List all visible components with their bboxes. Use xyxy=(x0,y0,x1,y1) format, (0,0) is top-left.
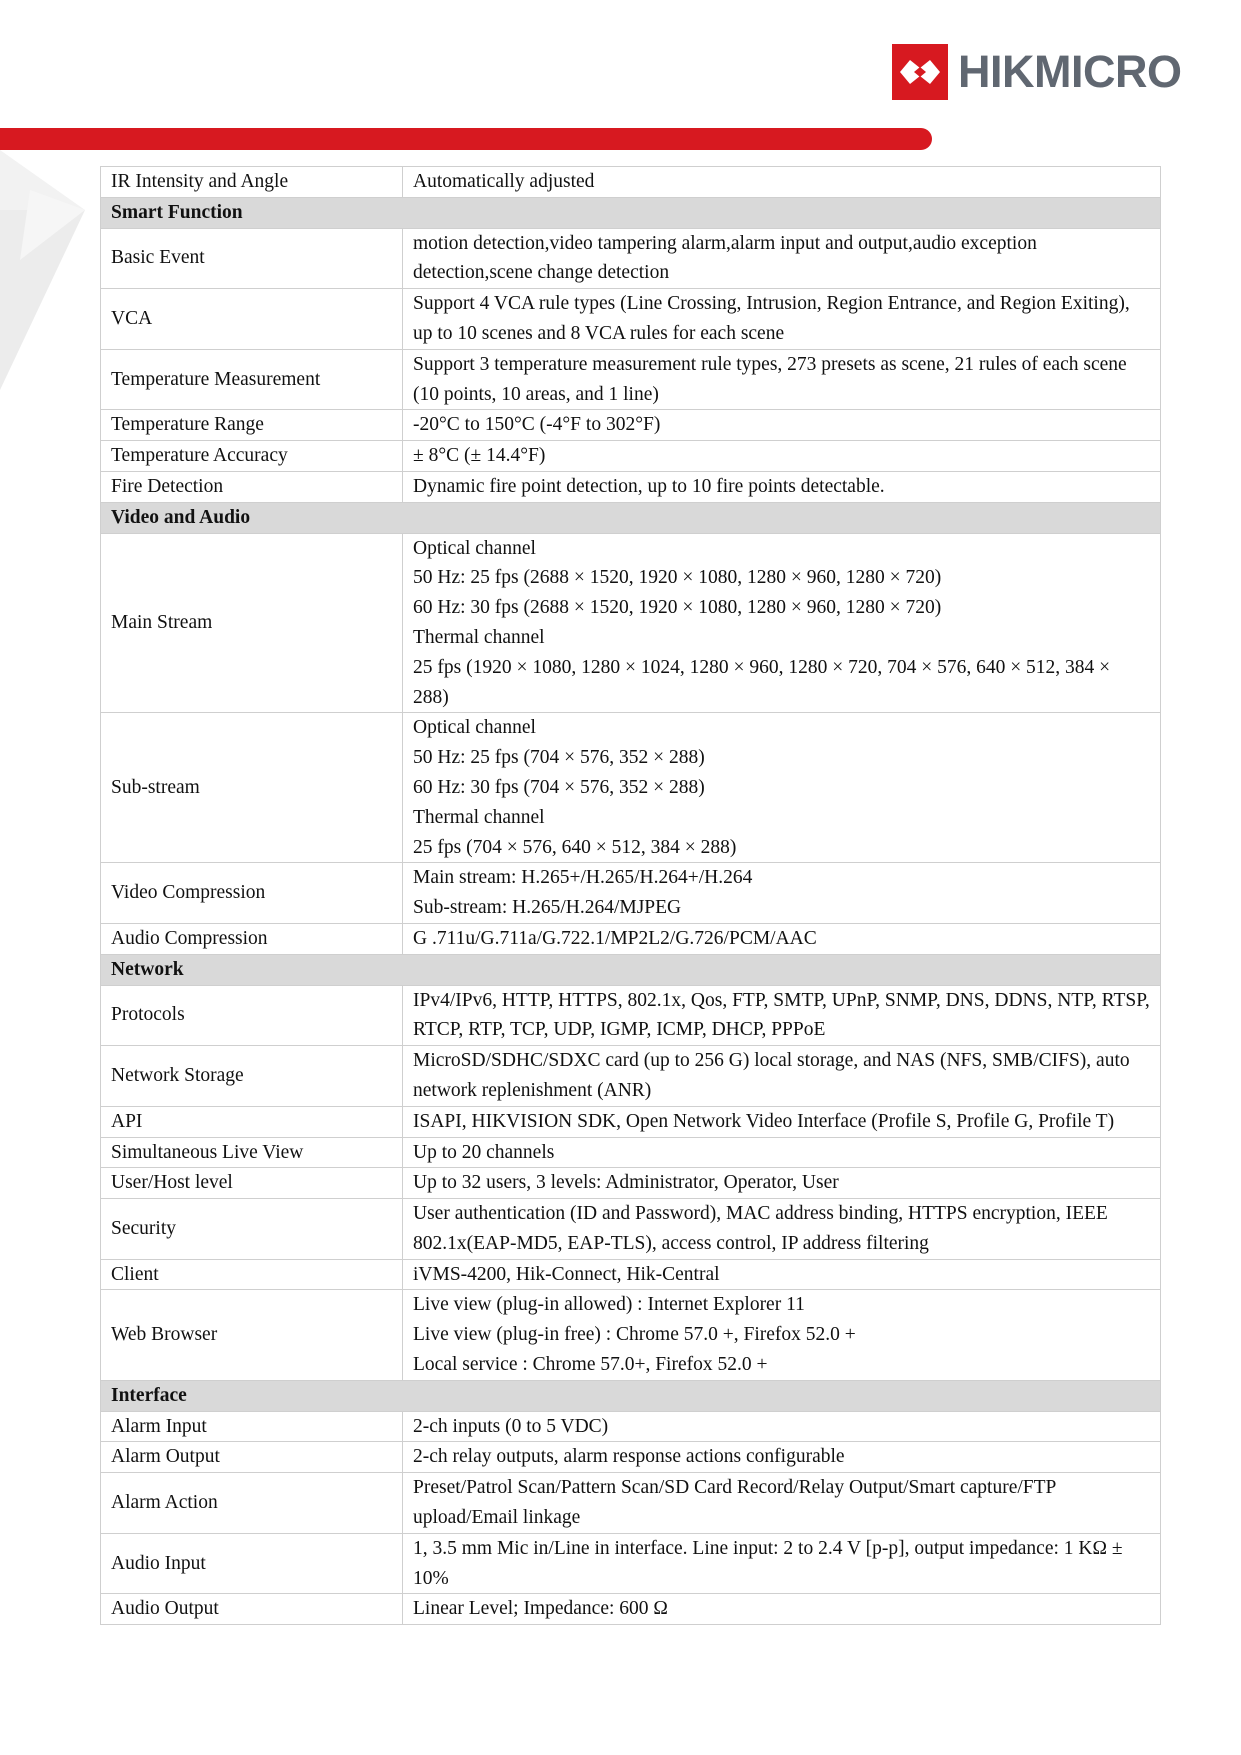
spec-label: Network Storage xyxy=(101,1046,403,1107)
spec-label: Video Compression xyxy=(101,863,403,924)
spec-label: Audio Compression xyxy=(101,923,403,954)
spec-label: Alarm Action xyxy=(101,1473,403,1534)
spec-row xyxy=(101,228,1161,289)
spec-value-line: iVMS-4200, Hik-Connect, Hik-Central xyxy=(413,1263,720,1285)
section-title: Video and Audio xyxy=(101,502,1161,533)
spec-value-line: Live view (plug-in allowed) : Internet Explorer 11 xyxy=(413,1294,805,1316)
spec-value xyxy=(403,167,1161,198)
spec-value-line: Sub-stream: H.265/H.264/MJPEG xyxy=(413,897,682,919)
spec-row xyxy=(101,923,1161,954)
spec-value xyxy=(403,349,1161,410)
spec-row xyxy=(101,713,1161,863)
spec-label: Web Browser xyxy=(101,1290,403,1380)
spec-value-line: Live view (plug-in free) : Chrome 57.0 +, Firefox 52.0 + xyxy=(413,1324,856,1346)
spec-row xyxy=(101,167,1161,198)
spec-row xyxy=(101,349,1161,410)
spec-value-line: IPv4/IPv6, HTTP, HTTPS, 802.1x, Qos, FTP, SMTP, UPnP, SNMP, DNS, DDNS, NTP, RTSP, RTCP, RTP, TCP, UDP, IGMP, ICMP, DHCP, PPPoE xyxy=(413,989,1150,1041)
spec-value xyxy=(403,713,1161,863)
spec-row xyxy=(101,1168,1161,1199)
spec-label: Audio Input xyxy=(101,1533,403,1594)
spec-value xyxy=(403,289,1161,350)
spec-value-line: Up to 32 users, 3 levels: Administrator, Operator, User xyxy=(413,1172,839,1194)
spec-label: Basic Event xyxy=(101,228,403,289)
spec-value-line: 60 Hz: 30 fps (2688 × 1520, 1920 × 1080, 1280 × 960, 1280 × 720) xyxy=(413,597,942,619)
brand-logo xyxy=(892,44,1181,100)
section-title: Interface xyxy=(101,1380,1161,1411)
spec-value xyxy=(403,471,1161,502)
spec-value xyxy=(403,533,1161,713)
spec-value-line: MicroSD/SDHC/SDXC card (up to 256 G) local storage, and NAS (NFS, SMB/CIFS), auto network replenishment (ANR) xyxy=(413,1050,1130,1101)
spec-value-line: ISAPI, HIKVISION SDK, Open Network Video Interface (Profile S, Profile G, Profile T) xyxy=(413,1110,1115,1132)
spec-value-line: User authentication (ID and Password), MAC address binding, HTTPS encryption, IEEE 802.1x(EAP-MD5, EAP-TLS), access control, IP address filtering xyxy=(413,1203,1108,1254)
spec-row xyxy=(101,289,1161,350)
spec-value-line: Support 3 temperature measurement rule types, 273 presets as scene, 21 rules of each scene (10 points, 10 areas, and 1 line) xyxy=(413,353,1127,405)
spec-value xyxy=(403,1168,1161,1199)
spec-value-line: Local service : Chrome 57.0+, Firefox 52.0 + xyxy=(413,1354,768,1376)
spec-value-line: 25 fps (704 × 576, 640 × 512, 384 × 288) xyxy=(413,836,737,858)
spec-value xyxy=(403,410,1161,441)
spec-value-line: Automatically adjusted xyxy=(413,171,595,192)
spec-label: Main Stream xyxy=(101,533,403,713)
spec-value xyxy=(403,985,1161,1046)
spec-label: Temperature Measurement xyxy=(101,349,403,410)
spec-label: Client xyxy=(101,1259,403,1290)
spec-value-line: 50 Hz: 25 fps (704 × 576, 352 × 288) xyxy=(413,747,705,769)
spec-value-line: Thermal channel xyxy=(413,626,545,648)
spec-value xyxy=(403,1199,1161,1260)
spec-value xyxy=(403,923,1161,954)
spec-row xyxy=(101,1137,1161,1168)
spec-value-line: 1, 3.5 mm Mic in/Line in interface. Line input: 2 to 2.4 V [p-p], output impedance: 1 KΩ ± 10% xyxy=(413,1537,1123,1589)
spec-label: VCA xyxy=(101,289,403,350)
spec-row xyxy=(101,1259,1161,1290)
section-header-row xyxy=(101,1380,1161,1411)
section-title: Smart Function xyxy=(101,197,1161,228)
spec-value xyxy=(403,1046,1161,1107)
spec-value-line: Up to 20 channels xyxy=(413,1141,555,1163)
spec-value-line: 50 Hz: 25 fps (2688 × 1520, 1920 × 1080, 1280 × 960, 1280 × 720) xyxy=(413,567,942,589)
section-header-row xyxy=(101,502,1161,533)
spec-value-line: G .711u/G.711a/G.722.1/MP2L2/G.726/PCM/AAC xyxy=(413,927,817,949)
section-title: Network xyxy=(101,954,1161,985)
watermark-graphic xyxy=(0,150,90,400)
spec-row xyxy=(101,1473,1161,1534)
spec-value-line: Preset/Patrol Scan/Pattern Scan/SD Card Record/Relay Output/Smart capture/FTP upload/Email linkage xyxy=(413,1477,1056,1529)
spec-value xyxy=(403,1533,1161,1594)
spec-row xyxy=(101,1046,1161,1107)
spec-value xyxy=(403,1442,1161,1473)
spec-row xyxy=(101,863,1161,924)
spec-row xyxy=(101,1199,1161,1260)
spec-row xyxy=(101,410,1161,441)
brand-name: HIKMICRO xyxy=(958,46,1182,97)
spec-value-line: Thermal channel xyxy=(413,806,545,828)
spec-row xyxy=(101,1411,1161,1442)
spec-row xyxy=(101,1106,1161,1137)
spec-value-line: 25 fps (1920 × 1080, 1280 × 1024, 1280 × 960, 1280 × 720, 704 × 576, 640 × 512, 384 × 288) xyxy=(413,656,1111,708)
section-header-row xyxy=(101,954,1161,985)
spec-value-line: 2-ch relay outputs, alarm response actions configurable xyxy=(413,1446,845,1468)
spec-row xyxy=(101,1290,1161,1380)
spec-value-line: Main stream: H.265+/H.265/H.264+/H.264 xyxy=(413,867,753,889)
spec-value xyxy=(403,441,1161,472)
spec-row xyxy=(101,441,1161,472)
spec-value xyxy=(403,1106,1161,1137)
spec-label: Alarm Input xyxy=(101,1411,403,1442)
spec-value-line: Optical channel xyxy=(413,717,536,739)
spec-value xyxy=(403,1290,1161,1380)
spec-label: Security xyxy=(101,1199,403,1260)
spec-row xyxy=(101,471,1161,502)
header-accent-bar xyxy=(0,128,932,150)
spec-value-line: Optical channel xyxy=(413,537,536,559)
spec-label: API xyxy=(101,1106,403,1137)
spec-label: Temperature Accuracy xyxy=(101,441,403,472)
spec-value-line: Support 4 VCA rule types (Line Crossing, Intrusion, Region Entrance, and Region Exiting), up to 10 scenes and 8 VCA rules for each scene xyxy=(413,293,1130,344)
spec-value-line: Dynamic fire point detection, up to 10 fire points detectable. xyxy=(413,475,885,497)
spec-value xyxy=(403,1594,1161,1625)
spec-label: User/Host level xyxy=(101,1168,403,1199)
spec-value-line: 2-ch inputs (0 to 5 VDC) xyxy=(413,1415,609,1437)
spec-label: Sub-stream xyxy=(101,713,403,863)
spec-value xyxy=(403,1259,1161,1290)
spec-label: Audio Output xyxy=(101,1594,403,1625)
spec-value xyxy=(403,1411,1161,1442)
spec-label: Protocols xyxy=(101,985,403,1046)
spec-value xyxy=(403,1137,1161,1168)
spec-value xyxy=(403,863,1161,924)
spec-label: Alarm Output xyxy=(101,1442,403,1473)
spec-row xyxy=(101,1533,1161,1594)
spec-value-line: Linear Level; Impedance: 600 Ω xyxy=(413,1598,668,1620)
spec-label: IR Intensity and Angle xyxy=(101,167,403,198)
specification-table-body xyxy=(101,167,1161,1625)
spec-value-line: -20°C to 150°C (-4°F to 302°F) xyxy=(413,414,661,436)
specification-table xyxy=(100,166,1161,1625)
spec-value xyxy=(403,1473,1161,1534)
spec-row xyxy=(101,533,1161,713)
spec-value-line: 60 Hz: 30 fps (704 × 576, 352 × 288) xyxy=(413,776,705,798)
spec-row xyxy=(101,985,1161,1046)
hikmicro-logo-icon xyxy=(892,44,948,100)
spec-label: Fire Detection xyxy=(101,471,403,502)
spec-value xyxy=(403,228,1161,289)
spec-label: Temperature Range xyxy=(101,410,403,441)
section-header-row xyxy=(101,197,1161,228)
spec-value-line: ± 8°C (± 14.4°F) xyxy=(413,445,546,467)
spec-value-line: motion detection,video tampering alarm,alarm input and output,audio exception detection,scene change detection xyxy=(413,232,1037,284)
spec-label: Simultaneous Live View xyxy=(101,1137,403,1168)
spec-row xyxy=(101,1594,1161,1625)
spec-row xyxy=(101,1442,1161,1473)
